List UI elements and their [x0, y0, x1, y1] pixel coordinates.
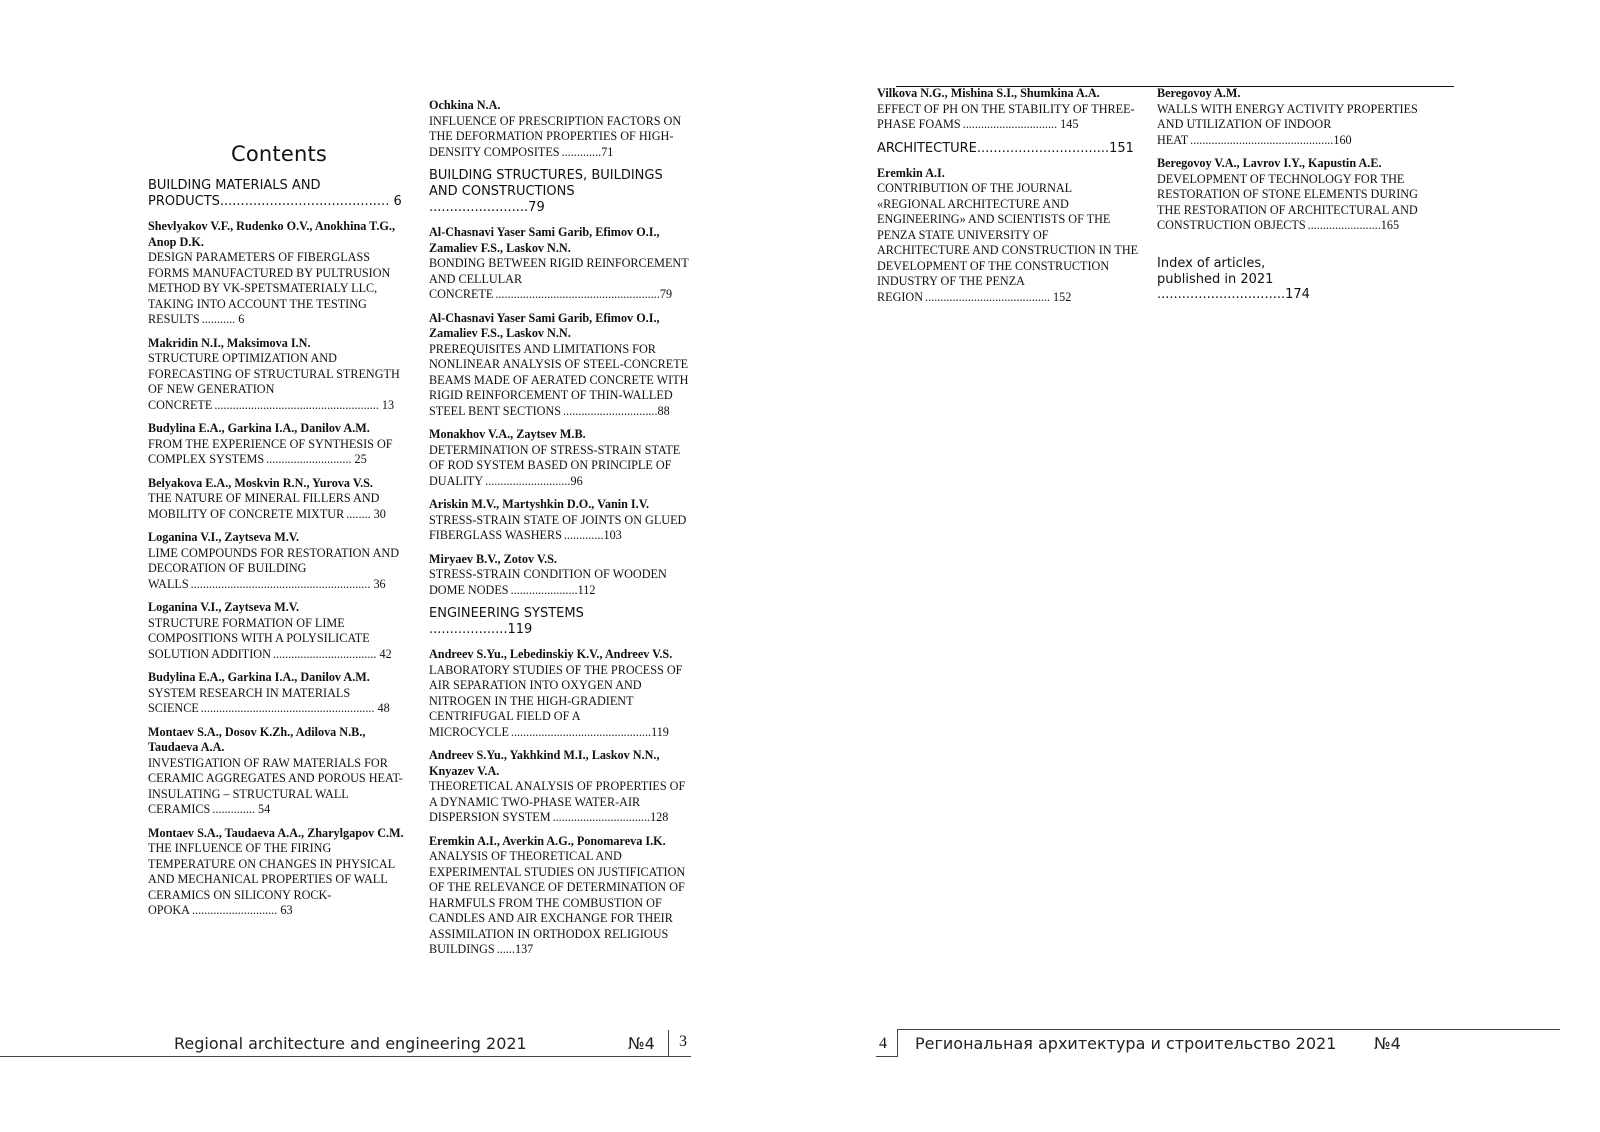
entry-authors: Budylina E.A., Garkina I.A., Danilov A.M. — [148, 421, 370, 435]
entry-page-number: ............................ 25 — [266, 452, 367, 466]
entry-title: STRUCTURE FORMATION OF LIME COMPOSITIONS WITH A POLYSILICATE SOLUTION ADDITION — [148, 615, 370, 661]
entry-authors: Loganina V.I., Zaytseva M.V. — [148, 530, 300, 544]
entry-title-block — [429, 513, 691, 544]
contents-entry[interactable] — [148, 421, 410, 468]
entry-title: PREREQUISITES AND LIMITATIONS FOR NONLINEAR ANALYSIS OF STEEL-CONCRETE BEAMS MADE OF AERATED CONCRETE WITH RIGID REINFORCEMENT OF THIN-WALLED STEEL BENT SECTIONS — [429, 341, 689, 418]
entry-authors: Al-Chasnavi Yaser Sami Garib, Efimov O.I., Zamaliev F.S., Laskov N.N. — [429, 310, 660, 340]
index-entry[interactable] — [1157, 256, 1419, 302]
contents-entry[interactable] — [429, 311, 691, 420]
column-items — [877, 86, 1139, 305]
entry-title-block — [429, 114, 691, 161]
entry-title-block — [1157, 172, 1419, 234]
contents-entry[interactable] — [429, 98, 691, 160]
entry-title-block — [877, 102, 1139, 133]
entry-page-number: ......137 — [496, 942, 534, 956]
contents-entry[interactable] — [877, 166, 1139, 306]
entry-page-number: ......................................................... 48 — [200, 701, 390, 715]
right-footer-issue: №4 — [1374, 1034, 1401, 1053]
entry-title: STRUCTURE OPTIMIZATION AND FORECASTING OF STRUCTURAL STRENGTH OF NEW GENERATION CONCRETE — [148, 351, 400, 412]
entry-authors: Montaev S.A., Taudaeva A.A., Zharylgapov C.M. — [148, 825, 404, 840]
entry-title-block — [148, 616, 410, 663]
entry-title: WALLS WITH ENERGY ACTIVITY PROPERTIES AND UTILIZATION OF INDOOR HEAT — [1157, 101, 1418, 147]
entry-authors: Al-Chasnavi Yaser Sami Garib, Efimov O.I., Zamaliev F.S., Laskov N.N. — [429, 225, 660, 255]
entry-title-block — [148, 841, 410, 919]
contents-entry[interactable] — [877, 86, 1139, 133]
entry-page-number: ......................112 — [510, 582, 596, 597]
entry-page-number: ...............................88 — [563, 403, 670, 418]
entry-title: LABORATORY STUDIES OF THE PROCESS OF AIR SEPARATION INTO OXYGEN AND NITROGEN IN THE HIGH-GRADIENT CENTRIFUGAL FIELD OF A MICROCYCLE — [429, 662, 683, 739]
entry-title-block — [429, 342, 691, 420]
right-contents-column-2 — [1157, 86, 1419, 310]
entry-title: FROM THE EXPERIENCE OF SYNTHESIS OF COMPLEX SYSTEMS — [148, 436, 393, 466]
entry-title-block — [429, 256, 691, 303]
entry-title-block — [148, 351, 410, 413]
entry-title-block — [429, 849, 691, 958]
left-footer-issue: №4 — [628, 1034, 655, 1053]
entry-page-number: ......................................................79 — [495, 287, 673, 301]
entry-title: THEORETICAL ANALYSIS OF PROPERTIES OF A DYNAMIC TWO-PHASE WATER-AIR DISPERSION SYSTEM — [429, 779, 686, 824]
entry-authors: Beregovoy A.M. — [1157, 86, 1241, 100]
contents-entry[interactable] — [148, 826, 410, 919]
entry-page-number: ........................165 — [1307, 218, 1400, 232]
entry-title-block — [877, 181, 1139, 305]
left-contents-column-1 — [148, 142, 410, 927]
contents-entry[interactable] — [429, 748, 691, 826]
entry-title-block — [429, 567, 691, 598]
entry-title: INFLUENCE OF PRESCRIPTION FACTORS ON THE DEFORMATION PROPERTIES OF HIGH-DENSITY COMPOSITES — [429, 113, 682, 159]
contents-entry[interactable] — [1157, 156, 1419, 234]
entry-page-number: .............103 — [563, 528, 622, 542]
column-items — [148, 178, 410, 919]
contents-entry[interactable] — [1157, 86, 1419, 148]
entry-title: DEVELOPMENT OF TECHNOLOGY FOR THE RESTORATION OF STONE ELEMENTS DURING THE RESTORATION OF ARCHITECTURAL AND CONSTRUCTION OBJECTS — [1157, 171, 1418, 232]
entry-authors: Andreev S.Yu., Lebedinskiy K.V., Andreev V.S. — [429, 647, 673, 661]
right-footer-rule — [897, 1029, 1560, 1030]
entry-title: STRESS-STRAIN STATE OF JOINTS ON GLUED FIBERGLASS WASHERS — [429, 512, 687, 542]
contents-entry[interactable] — [148, 530, 410, 592]
entry-title: CONTRIBUTION OF THE JOURNAL «REGIONAL ARCHITECTURE AND ENGINEERING» AND SCIENTISTS OF THE PENZA STATE UNIVERSITY OF ARCHITECTURE AND CONSTRUCTION IN THE DEVELOPMENT OF THE CONSTRUCTION INDUSTRY OF THE PENZA REGION — [877, 181, 1139, 304]
entry-page-number: ........ 30 — [346, 506, 386, 521]
entry-authors: Vilkova N.G., Mishina S.I., Shumkina A.A. — [877, 86, 1100, 100]
entry-title-block — [429, 443, 691, 490]
entry-title-block — [148, 437, 410, 468]
left-page-number-text: 3 — [679, 1033, 687, 1050]
entry-authors: Montaev S.A., Dosov K.Zh., Adilova N.B., Taudaeva A.A. — [148, 724, 366, 754]
contents-entry[interactable] — [148, 725, 410, 818]
left-footer-rule — [0, 1056, 668, 1057]
entry-authors: Belyakova E.A., Moskvin R.N., Yurova V.S. — [148, 475, 373, 490]
entry-title-block — [1157, 102, 1419, 149]
entry-authors: Eremkin A.I., Averkin A.G., Ponomareva I.K. — [429, 833, 666, 848]
entry-title: STRESS-STRAIN CONDITION OF WOODEN DOME NODES — [429, 567, 667, 597]
entry-title-block — [148, 546, 410, 593]
entry-page-number: ............................96 — [485, 473, 583, 488]
left-footer-journal: Regional architecture and engineering 2021 — [174, 1034, 527, 1053]
contents-entry[interactable] — [148, 476, 410, 523]
entry-title: LIME COMPOUNDS FOR RESTORATION AND DECORATION OF BUILDING WALLS — [148, 545, 400, 591]
entry-page-number: ........... 6 — [201, 312, 245, 326]
entry-authors: Eremkin A.I. — [877, 165, 945, 180]
entry-page-number: .............71 — [561, 144, 614, 159]
entry-page-number: .............. 54 — [212, 802, 271, 816]
page-title: Contents — [230, 142, 328, 166]
right-page-number — [876, 1029, 898, 1057]
entry-title-block — [429, 779, 691, 826]
entry-title-block — [148, 756, 410, 818]
entry-title: INVESTIGATION OF RAW MATERIALS FOR CERAMIC AGGREGATES AND POROUS HEAT-INSULATING – STRUCTURAL WALL CERAMICS — [148, 755, 403, 816]
entry-title-block — [429, 663, 691, 741]
contents-entry[interactable] — [429, 552, 691, 599]
contents-entry[interactable] — [148, 600, 410, 662]
contents-entry[interactable] — [148, 670, 410, 717]
index-label: Index of articles, — [1157, 255, 1266, 271]
entry-title-block — [148, 491, 410, 522]
entry-title: DESIGN PARAMETERS OF FIBERGLASS FORMS MANUFACTURED BY PULTRUSION METHOD BY VK-SPETSMATERIALY LLC, TAKING INTO ACCOUNT THE TESTING RESULTS — [148, 250, 391, 326]
entry-authors: Monakhov V.A., Zaytsev M.B. — [429, 427, 586, 441]
entry-title: DETERMINATION OF STRESS-STRAIN STATE OF ROD SYSTEM BASED ON PRINCIPLE OF DUALITY — [429, 442, 681, 488]
contents-entry[interactable] — [148, 336, 410, 414]
entry-authors: Miryaev B.V., Zotov V.S. — [429, 551, 557, 566]
contents-entry[interactable] — [429, 647, 691, 740]
entry-page-number: .................................. 42 — [272, 646, 392, 661]
index-page-line: published in 2021 ...............................174 — [1157, 271, 1310, 302]
entry-title: EFFECT OF PH ON THE STABILITY OF THREE-PHASE FOAMS — [877, 101, 1135, 131]
column-items — [429, 98, 691, 958]
entry-page-number: ................................128 — [552, 810, 669, 824]
entry-page-number: ...................................................... 13 — [214, 397, 395, 412]
contents-entry[interactable] — [429, 497, 691, 544]
entry-authors: Ochkina N.A. — [429, 98, 501, 112]
entry-authors: Loganina V.I., Zaytseva M.V. — [148, 600, 300, 614]
left-page-number — [668, 1030, 691, 1057]
entry-title: THE INFLUENCE OF THE FIRING TEMPERATURE ON CHANGES IN PHYSICAL AND MECHANICAL PROPERTIES OF WALL CERAMICS ON SILICONY ROCK-OPOKA — [148, 841, 395, 917]
column-items — [1157, 86, 1419, 302]
entry-authors: Budylina E.A., Garkina I.A., Danilov A.M. — [148, 670, 370, 684]
section-heading: ARCHITECTURE................................151 — [877, 140, 1134, 156]
entry-page-number: ...............................................160 — [1190, 132, 1352, 147]
entry-title-block — [148, 686, 410, 717]
entry-page-number: ......................................... 152 — [925, 289, 1072, 304]
entry-page-number: ..............................................119 — [510, 724, 669, 739]
contents-entry[interactable] — [429, 427, 691, 489]
entry-title: SYSTEM RESEARCH IN MATERIALS SCIENCE — [148, 685, 351, 715]
contents-entry[interactable] — [429, 834, 691, 958]
entry-authors: Shevlyakov V.F., Rudenko O.V., Anokhina T.G., Anop D.K. — [148, 219, 396, 249]
contents-entry[interactable] — [148, 219, 410, 328]
right-footer-journal: Региональная архитектура и строительство 2021 — [915, 1034, 1337, 1053]
entry-title: ANALYSIS OF THEORETICAL AND EXPERIMENTAL STUDIES ON JUSTIFICATION OF THE RELEVANCE OF DETERMINATION OF HARMFULS FROM THE COMBUSTION OF CANDLES AND AIR EXCHANGE FOR THEIR ASSIMILATION IN ORTHODOX RELIGIOUS BUILDINGS — [429, 849, 686, 956]
right-page-number-text: 4 — [879, 1035, 887, 1052]
left-contents-column-2 — [429, 98, 691, 966]
entry-title: THE NATURE OF MINERAL FILLERS AND MOBILITY OF CONCRETE MIXTUR — [148, 491, 380, 521]
entry-authors: Makridin N.I., Maksimova I.N. — [148, 335, 311, 350]
entry-authors: Andreev S.Yu., Yakhkind M.I., Laskov N.N., Knyazev V.A. — [429, 748, 660, 778]
entry-page-number: ............................ 63 — [191, 903, 293, 917]
entry-authors: Beregovoy V.A., Lavrov I.Y., Kapustin A.E. — [1157, 156, 1382, 170]
entry-page-number: ............................... 145 — [962, 117, 1079, 131]
right-contents-column-1 — [877, 86, 1139, 313]
section-heading: BUILDING MATERIALS AND PRODUCTS......................................... 6 — [148, 178, 402, 209]
entry-page-number: ........................................................... 36 — [190, 576, 386, 591]
entry-title: BONDING BETWEEN RIGID REINFORCEMENT AND CELLULAR CONCRETE — [429, 256, 689, 301]
section-heading: BUILDING STRUCTURES, BUILDINGS AND CONSTRUCTIONS ........................79 — [429, 168, 663, 215]
section-heading: ENGINEERING SYSTEMS ...................119 — [429, 606, 584, 637]
entry-title-block — [148, 250, 410, 328]
contents-entry[interactable] — [429, 225, 691, 303]
entry-authors: Ariskin M.V., Martyshkin D.O., Vanin I.V. — [429, 497, 649, 511]
